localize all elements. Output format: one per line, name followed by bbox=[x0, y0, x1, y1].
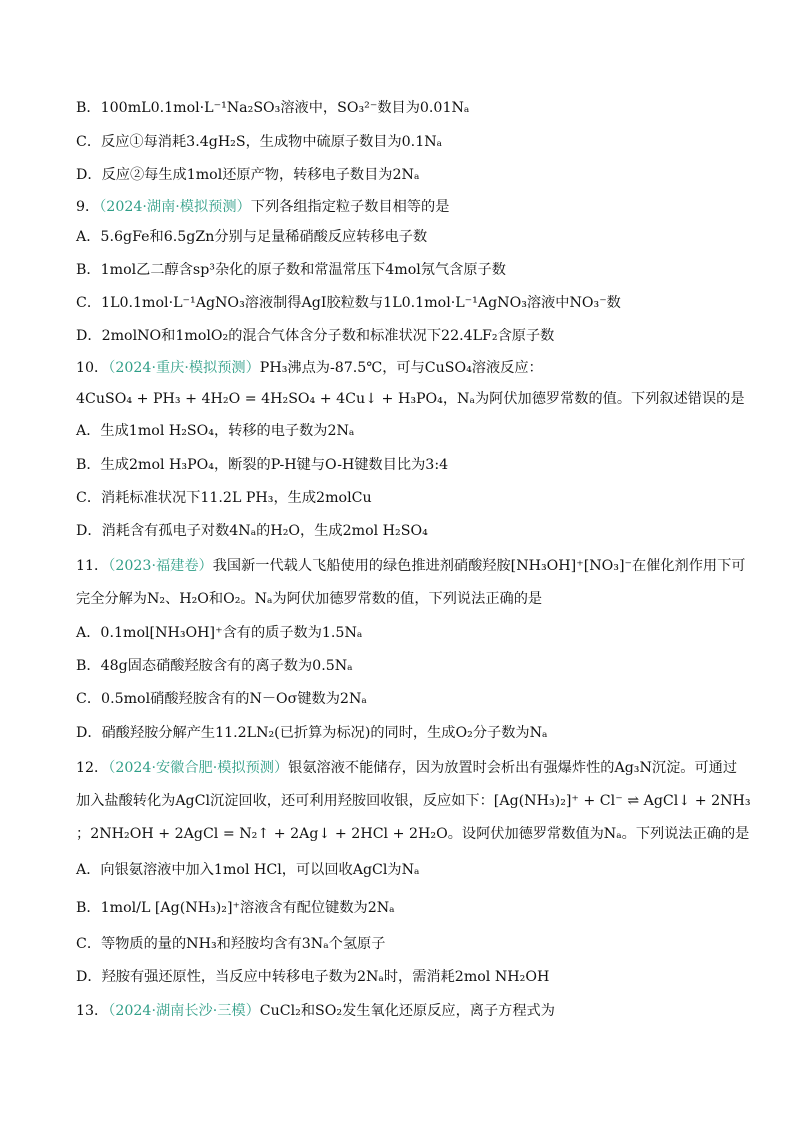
question-source: （2024·湖南长沙·三模） bbox=[108, 1003, 260, 1019]
question-source: （2024·安徽合肥·模拟预测） bbox=[108, 760, 289, 776]
question-number: 12． bbox=[76, 760, 109, 776]
question-source: （2023·福建卷） bbox=[108, 558, 213, 574]
option-10b: B．生成2mol H₃PO₄，断裂的P-H键与O-H键数目比为3:4 bbox=[76, 457, 449, 473]
option-11b: B．48g固态硝酸羟胺含有的离子数为0.5Nₐ bbox=[76, 658, 353, 674]
question-10-stem bbox=[76, 357, 740, 379]
question-number: 10． bbox=[76, 360, 109, 376]
option-9a: A．5.6gFe和6.5gZn分别与足量稀硝酸反应转移电子数 bbox=[76, 229, 428, 245]
question-9-stem bbox=[76, 196, 740, 218]
option-8c: C．反应①每消耗3.4gH₂S，生成物中硫原子数目为0.1Nₐ bbox=[76, 134, 443, 150]
question-text: CuCl₂和SO₂发生氧化还原反应，离子方程式为 bbox=[259, 1003, 555, 1019]
question-number: 13． bbox=[76, 1003, 109, 1019]
question-text: 我国新一代载人飞船使用的绿色推进剂硝酸羟胺[NH₃OH]⁺[NO₃]⁻在催化剂作用下可 bbox=[212, 558, 746, 574]
option-11d: D．硝酸羟胺分解产生11.2LN₂(已折算为标况)的同时，生成O₂分子数为Nₐ bbox=[76, 725, 548, 741]
option-11a: A．0.1mol[NH₃OH]⁺含有的质子数为1.5Nₐ bbox=[76, 625, 363, 641]
option-12a: A．向银氨溶液中加入1mol HCl，可以回收AgCl为Nₐ bbox=[76, 862, 420, 878]
question-number: 9． bbox=[76, 199, 100, 215]
option-12c: C．等物质的量的NH₃和羟胺均含有3Nₐ个氢原子 bbox=[76, 936, 386, 952]
option-12b: B．1mol/L [Ag(NH₃)₂]⁺溶液含有配位键数为2Nₐ bbox=[76, 900, 395, 916]
question-13-stem bbox=[76, 1000, 740, 1022]
option-9d: D．2molNO和1molO₂的混合气体含分子数和标准状况下22.4LF₂含原子数 bbox=[76, 328, 555, 344]
question-12-equation: ；2NH₂OH + 2AgCl = N₂↑ + 2Ag↓ + 2HCl + 2H₂O。设阿伏加德罗常数值为Nₐ。下列说法正确的是 bbox=[76, 826, 750, 842]
option-10c: C．消耗标准状况下11.2L PH₃，生成2molCu bbox=[76, 490, 372, 506]
question-text: PH₃沸点为-87.5℃，可与CuSO₄溶液反应： bbox=[259, 360, 543, 376]
question-text: 银氨溶液不能储存，因为放置时会析出有强爆炸性的Ag₃N沉淀。可通过 bbox=[288, 760, 738, 776]
question-12-stem-cont: 加入盐酸转化为AgCl沉淀回收，还可利用羟胺回收银，反应如下：[Ag(NH₃)₂]⁺ + Cl⁻ ⇌ AgCl↓ + 2NH₃ bbox=[76, 793, 751, 809]
option-9c: C．1L0.1mol·L⁻¹AgNO₃溶液制得AgI胶粒数与1L0.1mol·L⁻¹AgNO₃溶液中NO₃⁻数 bbox=[76, 295, 621, 311]
question-10-equation: 4CuSO₄ + PH₃ + 4H₂O = 4H₂SO₄ + 4Cu↓ + H₃PO₄，Nₐ为阿伏加德罗常数的值。下列叙述错误的是 bbox=[76, 391, 745, 407]
question-number: 11． bbox=[76, 558, 109, 574]
option-11c: C．0.5mol硝酸羟胺含有的N－Oσ键数为2Nₐ bbox=[76, 691, 367, 707]
option-9b: B．1mol乙二醇含sp³杂化的原子数和常温常压下4mol氖气含原子数 bbox=[76, 262, 506, 278]
question-source: （2024·重庆·模拟预测） bbox=[108, 360, 260, 376]
option-10a: A．生成1mol H₂SO₄，转移的电子数为2Nₐ bbox=[76, 423, 355, 439]
question-text: 下列各组指定粒子数目相等的是 bbox=[250, 199, 450, 215]
question-11-stem-cont: 完全分解为N₂、H₂O和O₂。Nₐ为阿伏加德罗常数的值，下列说法正确的是 bbox=[76, 591, 543, 607]
option-8d: D．反应②每生成1mol还原产物，转移电子数目为2Nₐ bbox=[76, 167, 420, 183]
question-11-stem bbox=[76, 555, 746, 577]
question-source: （2024·湖南·模拟预测） bbox=[99, 199, 251, 215]
option-12d: D．羟胺有强还原性，当反应中转移电子数为2Nₐ时，需消耗2mol NH₂OH bbox=[76, 969, 550, 985]
question-12-stem bbox=[76, 757, 740, 779]
option-10d: D．消耗含有孤电子对数4Nₐ的H₂O，生成2mol H₂SO₄ bbox=[76, 523, 428, 539]
option-8b: B．100mL0.1mol·L⁻¹Na₂SO₃溶液中，SO₃²⁻数目为0.01Nₐ bbox=[76, 100, 470, 116]
